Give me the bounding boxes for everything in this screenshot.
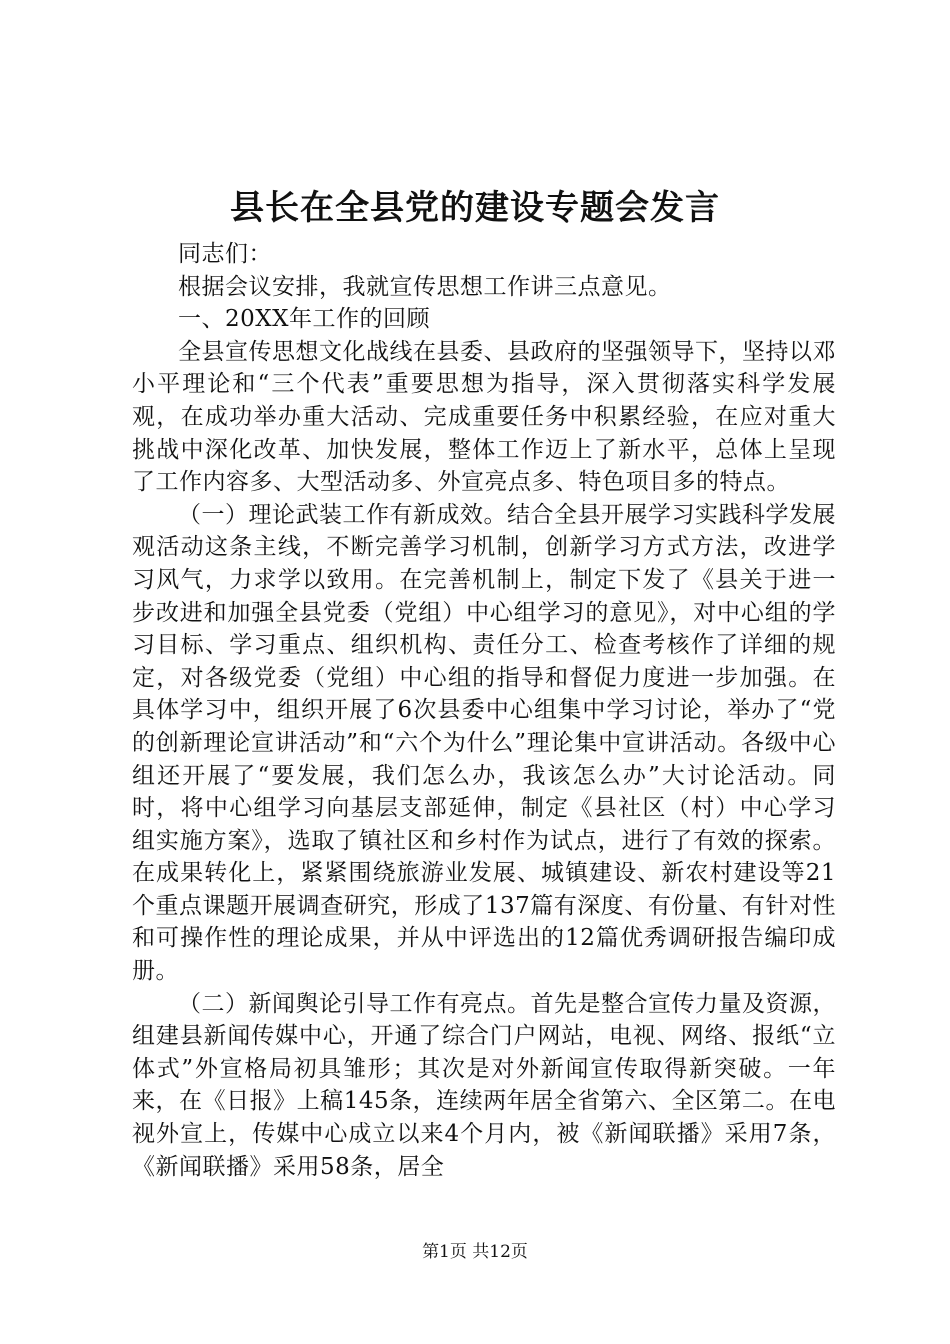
document-body [132, 238, 836, 1183]
section-heading: 一、20XX年工作的回顾 [178, 306, 431, 333]
body-paragraph: （二）新闻舆论引导工作有亮点。首先是整合宣传力量及资源，组建县新闻传媒中心，开通了综合门户网站，电视、网络、报纸“立体式”外宣格局初具雏形；其次是对外新闻宣传取得新突破。一年来，在《日报》上稿145条，连续两年居全省第六、全区第二。在电视外宣上，传媒中心成立以来4个月内，被《新闻联播》采用7条，《新闻联播》采用58条，居全 [132, 990, 836, 1180]
page-footer: 第1页 共12页 [422, 1242, 528, 1262]
body-paragraph: （一）理论武装工作有新成效。结合全县开展学习实践科学发展观活动这条主线，不断完善学习机制，创新学习方式方法，改进学习风气，力求学以致用。在完善机制上，制定下发了《县关于进一步改进和加强全县党委（党组）中心组学习的意见》，对中心组的学习目标、学习重点、组织机构、责任分工、检查考核作了详细的规定，对各级党委（党组）中心组的指导和督促力度进一步加强。在具体学习中，组织开展了6次县委中心组集中学习讨论，举办了“党的创新理论宣讲活动”和“六个为什么”理论集中宣讲活动。各级中心组还开展了“要发展，我们怎么办，我该怎么办”大讨论活动。同时，将中心组学习向基层支部延伸，制定《县社区（村）中心学习组实施方案》，选取了镇社区和乡村作为试点，进行了有效的探索。在成果转化上，紧紧围绕旅游业发展、城镇建设、新农村建设等21个重点课题开展调查研究，形成了137篇有深度、有份量、有针对性和可操作性的理论成果，并从中评选出的12篇优秀调研报告编印成册。 [132, 501, 836, 985]
page-title: 县长在全县党的建设专题会发言 [230, 188, 720, 228]
body-paragraph: 全县宣传思想文化战线在县委、县政府的坚强领导下，坚持以邓小平理论和“三个代表”重要思想为指导，深入贯彻落实科学发展观，在成功举办重大活动、完成重要任务中积累经验，在应对重大挑战中深化改革、加快发展，整体工作迈上了新水平，总体上呈现了工作内容多、大型活动多、外宣亮点多、特色项目多的特点。 [132, 338, 836, 496]
salutation: 同志们： [178, 241, 272, 267]
intro-paragraph: 根据会议安排，我就宣传思想工作讲三点意见。 [178, 273, 672, 300]
